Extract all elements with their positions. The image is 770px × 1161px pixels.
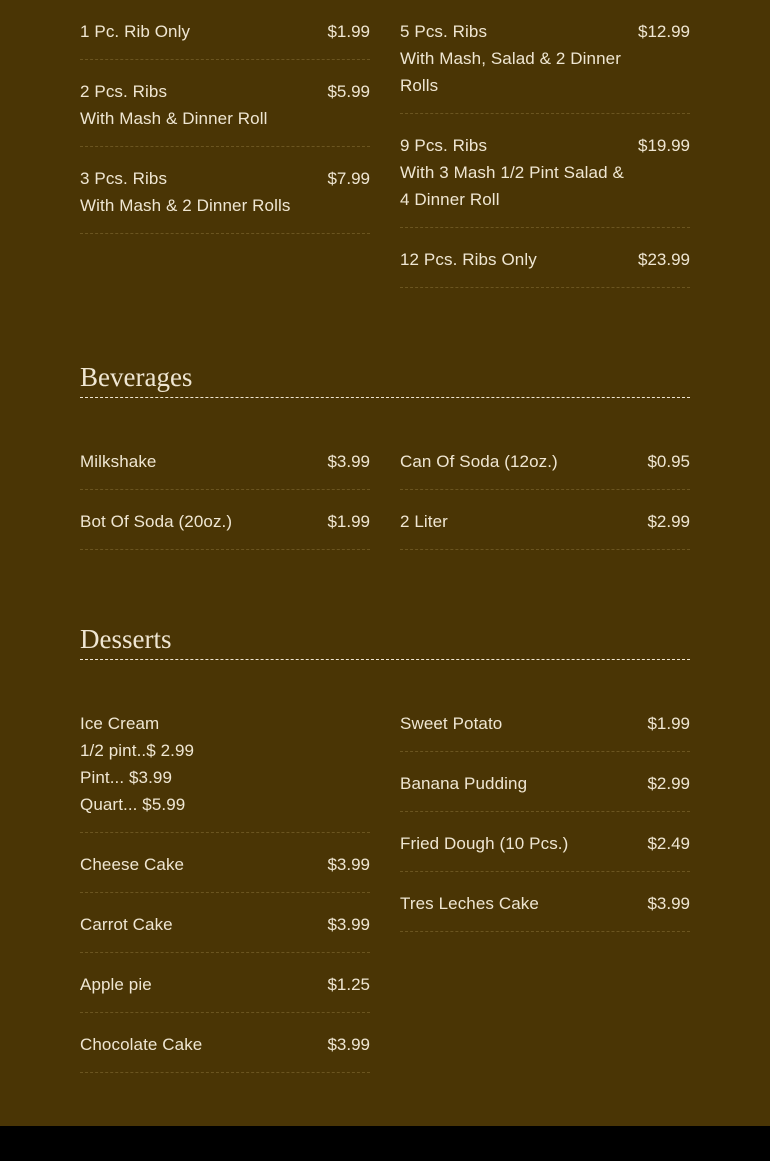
menu-item — [400, 812, 690, 872]
item-price: $1.25 — [327, 975, 370, 994]
item-name: 1 Pc. Rib Only — [80, 22, 191, 41]
item-name: Banana Pudding — [400, 774, 528, 793]
item-price: $2.99 — [647, 512, 690, 531]
menu-item — [400, 490, 690, 550]
menu-item — [400, 114, 690, 228]
menu-item — [400, 228, 690, 288]
ribs-section — [80, 0, 690, 288]
item-price: $3.99 — [327, 915, 370, 934]
menu-item — [80, 490, 370, 550]
ribs-right-column — [400, 0, 690, 288]
item-price: $7.99 — [327, 169, 370, 188]
menu-item — [80, 953, 370, 1013]
menu-item — [80, 147, 370, 234]
item-price: $1.99 — [647, 714, 690, 733]
item-price: $2.49 — [647, 834, 690, 853]
item-name: Bot Of Soda (20oz.) — [80, 512, 233, 531]
desserts-right-column — [400, 692, 690, 1073]
item-name: Ice Cream — [80, 714, 160, 733]
item-name: 2 Pcs. Ribs — [80, 82, 168, 101]
item-name: Apple pie — [80, 975, 152, 994]
item-price: $2.99 — [647, 774, 690, 793]
item-price: $3.99 — [327, 1035, 370, 1054]
menu-page — [80, 0, 690, 1073]
menu-item — [80, 60, 370, 147]
menu-item — [80, 430, 370, 490]
footer-bar — [0, 1126, 770, 1161]
item-name: 9 Pcs. Ribs — [400, 136, 488, 155]
menu-item — [80, 0, 370, 60]
item-description: With 3 Mash 1/2 Pint Salad & 4 Dinner Roll — [400, 163, 624, 209]
item-price: $3.99 — [327, 452, 370, 471]
menu-item — [80, 1013, 370, 1073]
menu-item — [80, 893, 370, 953]
desserts-section — [80, 624, 690, 1073]
item-description: With Mash, Salad & 2 Dinner Rolls — [400, 49, 621, 95]
item-name: Milkshake — [80, 452, 157, 471]
item-price: $1.99 — [327, 22, 370, 41]
item-name: Cheese Cake — [80, 855, 185, 874]
item-name: 2 Liter — [400, 512, 448, 531]
item-description: With Mash & Dinner Roll — [80, 109, 268, 128]
beverages-section — [80, 362, 690, 550]
item-description: 1/2 pint..$ 2.99 — [80, 741, 195, 760]
menu-item — [400, 692, 690, 752]
item-name: Chocolate Cake — [80, 1035, 203, 1054]
desserts-left-column — [80, 692, 370, 1073]
item-price: $0.95 — [647, 452, 690, 471]
menu-item — [400, 872, 690, 932]
item-name: 3 Pcs. Ribs — [80, 169, 168, 188]
item-price: $23.99 — [638, 250, 690, 269]
item-price: $1.99 — [327, 512, 370, 531]
item-description: Pint... $3.99 — [80, 768, 173, 787]
item-name: Carrot Cake — [80, 915, 173, 934]
section-title: Desserts — [80, 624, 690, 660]
item-name: 12 Pcs. Ribs Only — [400, 250, 537, 269]
menu-item — [400, 0, 690, 114]
item-name: Fried Dough (10 Pcs.) — [400, 834, 569, 853]
item-name: Sweet Potato — [400, 714, 503, 733]
menu-item — [400, 752, 690, 812]
item-description: Quart... $5.99 — [80, 795, 186, 814]
item-name: Can Of Soda (12oz.) — [400, 452, 558, 471]
item-price: $5.99 — [327, 82, 370, 101]
menu-item — [80, 692, 370, 833]
item-price: $3.99 — [647, 894, 690, 913]
item-name: 5 Pcs. Ribs — [400, 22, 488, 41]
menu-item — [80, 833, 370, 893]
item-price: $3.99 — [327, 855, 370, 874]
item-description: With Mash & 2 Dinner Rolls — [80, 196, 291, 215]
beverages-left-column — [80, 430, 370, 550]
section-title: Beverages — [80, 362, 690, 398]
item-price: $12.99 — [638, 22, 690, 41]
ribs-left-column — [80, 0, 370, 288]
menu-item — [400, 430, 690, 490]
item-name: Tres Leches Cake — [400, 894, 539, 913]
item-price: $19.99 — [638, 136, 690, 155]
beverages-right-column — [400, 430, 690, 550]
